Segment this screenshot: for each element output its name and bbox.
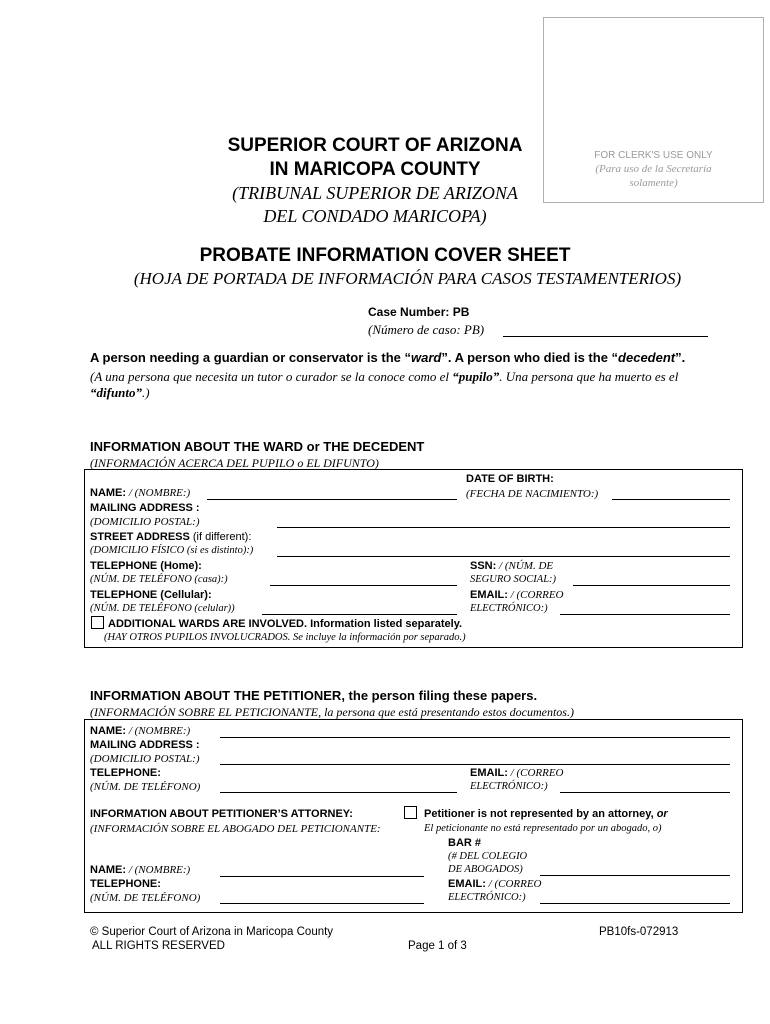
bar-number-field[interactable] bbox=[540, 875, 730, 876]
attorney-tel-field[interactable] bbox=[220, 903, 424, 904]
petitioner-email-field[interactable] bbox=[560, 792, 730, 793]
intro-definition: A person needing a guardian or conservator is the “ward”. A person who died is the “decedent”. bbox=[90, 350, 686, 365]
court-name: SUPERIOR COURT OF ARIZONA bbox=[227, 135, 523, 156]
term-ward: ward bbox=[410, 350, 442, 365]
ward-street-label-es: (DOMICILIO FÍSICO (si es distinto):) bbox=[90, 545, 254, 556]
intro-definition-es-2: “difunto”.) bbox=[90, 385, 150, 400]
petitioner-email-label: EMAIL: / (CORREO bbox=[470, 767, 564, 779]
ssn-label-es: SEGURO SOCIAL:) bbox=[470, 574, 557, 585]
ward-street-label: STREET ADDRESS (if different): bbox=[90, 531, 252, 543]
ward-tel-cell-label: TELEPHONE (Cellular): bbox=[90, 589, 212, 601]
ward-street-field[interactable] bbox=[277, 556, 730, 557]
additional-wards-checkbox[interactable] bbox=[91, 616, 104, 629]
attorney-info-label: INFORMATION ABOUT PETITIONER’S ATTORNEY: bbox=[90, 808, 353, 820]
petitioner-mailing-field[interactable] bbox=[220, 764, 730, 765]
attorney-tel-label: TELEPHONE: bbox=[90, 878, 161, 890]
attorney-name-label: NAME: / (NOMBRE:) bbox=[90, 864, 191, 876]
attorney-email-field[interactable] bbox=[540, 903, 730, 904]
ward-email-field[interactable] bbox=[560, 614, 730, 615]
attorney-tel-label-es: (NÚM. DE TELÉFONO) bbox=[90, 892, 201, 904]
petitioner-section-heading: INFORMATION ABOUT THE PETITIONER, the person filing these papers. bbox=[90, 688, 538, 703]
ward-tel-home-label: TELEPHONE (Home): bbox=[90, 560, 202, 572]
term-difunto: “difunto” bbox=[90, 385, 143, 400]
case-number-field[interactable] bbox=[503, 336, 708, 337]
case-number-label-es: (Número de caso: PB) bbox=[368, 322, 485, 337]
page-title: PROBATE INFORMATION COVER SHEET bbox=[199, 245, 571, 266]
bar-number-label: BAR # bbox=[448, 837, 482, 849]
not-represented-label: Petitioner is not represented by an attorney, or bbox=[424, 808, 668, 820]
petitioner-tel-label-es: (NÚM. DE TELÉFONO) bbox=[90, 781, 201, 793]
footer-page-number: Page 1 of 3 bbox=[408, 940, 467, 952]
additional-wards-label-es: (HAY OTROS PUPILOS INVOLUCRADOS. Se incluye la información por separado.) bbox=[104, 632, 466, 643]
ward-section-heading: INFORMATION ABOUT THE WARD or THE DECEDENT bbox=[90, 439, 425, 454]
petitioner-name-label: NAME: / (NOMBRE:) bbox=[90, 725, 191, 737]
case-number-label: Case Number: PB bbox=[368, 305, 470, 319]
ssn-label: SSN: / (NÚM. DE bbox=[470, 560, 554, 572]
additional-wards-label: ADDITIONAL WARDS ARE INVOLVED. Information listed separately. bbox=[108, 618, 463, 630]
clerk-label-es-2: solamente) bbox=[629, 177, 678, 189]
ward-name-label: NAME: / (NOMBRE:) bbox=[90, 487, 191, 499]
petitioner-mailing-label-es: (DOMICILIO POSTAL:) bbox=[90, 753, 200, 765]
footer-form-id: PB10fs-072913 bbox=[599, 926, 679, 938]
ward-email-label-es: ELECTRÓNICO:) bbox=[470, 603, 548, 614]
dob-label-es: (FECHA DE NACIMIENTO:) bbox=[466, 488, 599, 500]
term-pupilo: “pupilo” bbox=[452, 369, 500, 384]
attorney-name-field[interactable] bbox=[220, 876, 424, 877]
page-title-es: (HOJA DE PORTADA DE INFORMACIÓN PARA CASOS TESTAMENTERIOS) bbox=[133, 269, 682, 288]
clerk-use-box bbox=[543, 17, 764, 203]
petitioner-tel-field[interactable] bbox=[220, 792, 457, 793]
petitioner-tel-label: TELEPHONE: bbox=[90, 767, 161, 779]
ward-tel-home-field[interactable] bbox=[270, 585, 457, 586]
petitioner-name-field[interactable] bbox=[220, 737, 730, 738]
attorney-email-label: EMAIL: / (CORREO bbox=[448, 878, 542, 890]
court-county-es: DEL CONDADO MARICOPA) bbox=[263, 206, 487, 226]
not-represented-label-es: El peticionante no está representado por un abogado, o) bbox=[424, 823, 662, 834]
footer-rights: ALL RIGHTS RESERVED bbox=[92, 940, 225, 952]
ward-section-heading-es: (INFORMACIÓN ACERCA DEL PUPILO o EL DIFUNTO) bbox=[90, 456, 379, 470]
ssn-field[interactable] bbox=[573, 585, 730, 586]
ward-tel-home-label-es: (NÚM. DE TELÉFONO (casa):) bbox=[90, 574, 228, 585]
term-decedent: decedent bbox=[618, 350, 676, 365]
ward-tel-cell-field[interactable] bbox=[262, 614, 457, 615]
dob-field[interactable] bbox=[612, 499, 730, 500]
footer-copyright: © Superior Court of Arizona in Maricopa County bbox=[90, 926, 334, 938]
intro-definition-es: (A una persona que necesita un tutor o curador se la conoce como el “pupilo”. Una persona que ha muerto es el bbox=[90, 369, 679, 384]
court-county: IN MARICOPA COUNTY bbox=[269, 159, 481, 180]
petitioner-email-label-es: ELECTRÓNICO:) bbox=[470, 781, 548, 792]
court-name-es: (TRIBUNAL SUPERIOR DE ARIZONA bbox=[232, 183, 518, 203]
ward-mailing-label-es: (DOMICILIO POSTAL:) bbox=[90, 516, 200, 528]
bar-number-label-es-2: DE ABOGADOS) bbox=[448, 864, 523, 875]
ward-tel-cell-label-es: (NÚM. DE TELÉFONO (celular)) bbox=[90, 603, 235, 614]
clerk-label: FOR CLERK'S USE ONLY bbox=[594, 150, 713, 161]
dob-label: DATE OF BIRTH: bbox=[466, 473, 554, 485]
petitioner-mailing-label: MAILING ADDRESS : bbox=[90, 739, 200, 751]
bar-number-label-es-1: (# DEL COLEGIO bbox=[448, 851, 528, 862]
ward-mailing-field[interactable] bbox=[277, 527, 730, 528]
ward-name-field[interactable] bbox=[207, 499, 457, 500]
not-represented-checkbox[interactable] bbox=[404, 806, 417, 819]
petitioner-section-heading-es: (INFORMACIÓN SOBRE EL PETICIONANTE, la persona que está presentando estos documentos.) bbox=[90, 705, 574, 719]
ward-mailing-label: MAILING ADDRESS : bbox=[90, 502, 200, 514]
attorney-email-label-es: ELECTRÓNICO:) bbox=[448, 892, 526, 903]
ward-email-label: EMAIL: / (CORREO bbox=[470, 589, 564, 601]
attorney-info-label-es: (INFORMACIÓN SOBRE EL ABOGADO DEL PETICIONANTE: bbox=[90, 823, 381, 835]
clerk-label-es-1: (Para uso de la Secretaría bbox=[595, 163, 712, 175]
